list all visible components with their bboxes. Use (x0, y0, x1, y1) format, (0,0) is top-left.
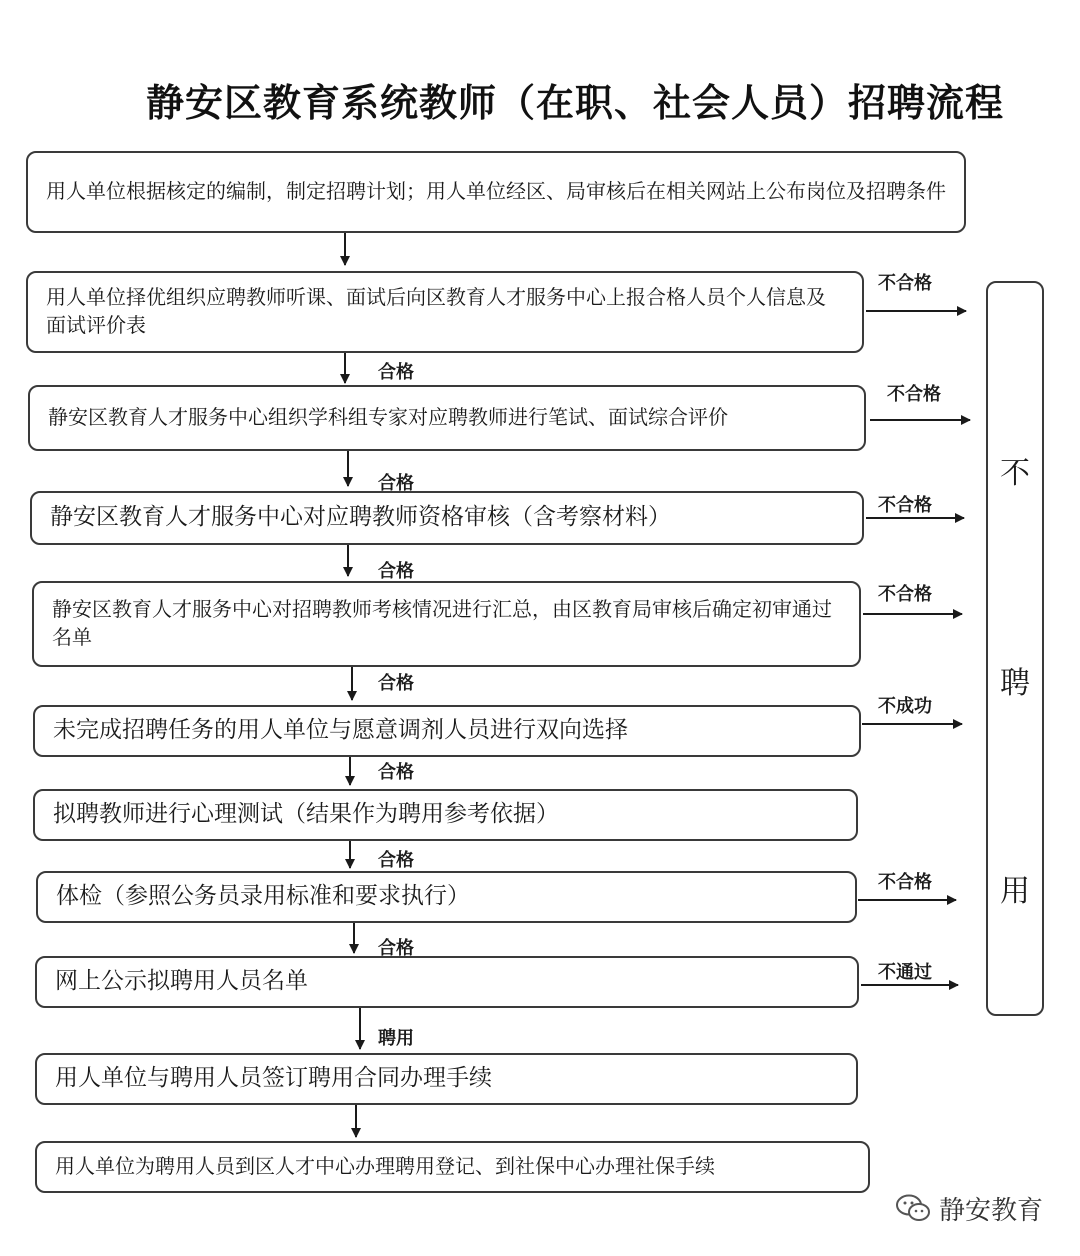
down-label-2: 合格 (378, 362, 414, 383)
step-2-text: 用人单位择优组织应聘教师听课、面试后向区教育人才服务中心上报合格人员个人信息及面试评价表 (46, 285, 826, 337)
step-9-box (35, 956, 859, 1008)
reject-char-1: 不 (1000, 456, 1030, 491)
step-5-box (32, 581, 861, 667)
wechat-icon (895, 1193, 931, 1223)
step-6-box (33, 705, 861, 757)
side-label-2: 不合格 (887, 384, 941, 405)
down-label-3: 合格 (378, 473, 414, 494)
side-label-7: 不通过 (878, 962, 932, 983)
down-label-4: 合格 (378, 561, 414, 582)
step-11-text: 用人单位为聘用人员到区人才中心办理聘用登记、到社保中心办理社保手续 (55, 1154, 715, 1179)
side-label-3: 不合格 (878, 495, 932, 516)
side-label-6: 不合格 (878, 872, 932, 893)
step-7-text: 拟聘教师进行心理测试（结果作为聘用参考依据） (53, 801, 559, 828)
step-8-box (36, 871, 857, 923)
step-6-text: 未完成招聘任务的用人单位与愿意调剂人员进行双向选择 (53, 717, 628, 744)
step-1-text: 用人单位根据核定的编制，制定招聘计划；用人单位经区、局审核后在相关网站上公布岗位及招聘条件 (46, 179, 946, 204)
page-title: 静安区教育系统教师（在职、社会人员）招聘流程 (145, 81, 1004, 125)
step-3-text: 静安区教育人才服务中心组织学科组专家对应聘教师进行笔试、面试综合评价 (48, 405, 728, 430)
side-label-5: 不成功 (878, 696, 932, 717)
down-label-5: 合格 (378, 673, 414, 694)
step-10-box (35, 1053, 858, 1105)
down-label-6: 合格 (378, 762, 414, 783)
reject-char-2: 聘 (1000, 666, 1030, 701)
watermark-text: 静安教育 (939, 1195, 1044, 1226)
step-3-box (28, 385, 866, 451)
reject-char-3: 用 (1000, 874, 1030, 909)
step-1-box (26, 151, 966, 233)
down-label-9: 聘用 (378, 1028, 414, 1049)
step-11-box (35, 1141, 870, 1193)
step-10-text: 用人单位与聘用人员签订聘用合同办理手续 (55, 1065, 492, 1092)
step-7-box (33, 789, 858, 841)
side-label-4: 不合格 (878, 584, 932, 605)
side-label-1: 不合格 (878, 273, 932, 294)
down-label-8: 合格 (378, 938, 414, 959)
step-5-text: 静安区教育人才服务中心对招聘教师考核情况进行汇总，由区教育局审核后确定初审通过名单 (52, 597, 832, 649)
step-4-text: 静安区教育人才服务中心对应聘教师资格审核（含考察材料） (50, 504, 671, 531)
step-9-text: 网上公示拟聘用人员名单 (55, 968, 308, 995)
step-4-box (30, 491, 864, 545)
down-label-7: 合格 (378, 850, 414, 871)
step-2-box (26, 271, 864, 353)
watermark (895, 1186, 1043, 1230)
reject-box (986, 281, 1044, 1016)
step-8-text: 体检（参照公务员录用标准和要求执行） (56, 883, 470, 910)
